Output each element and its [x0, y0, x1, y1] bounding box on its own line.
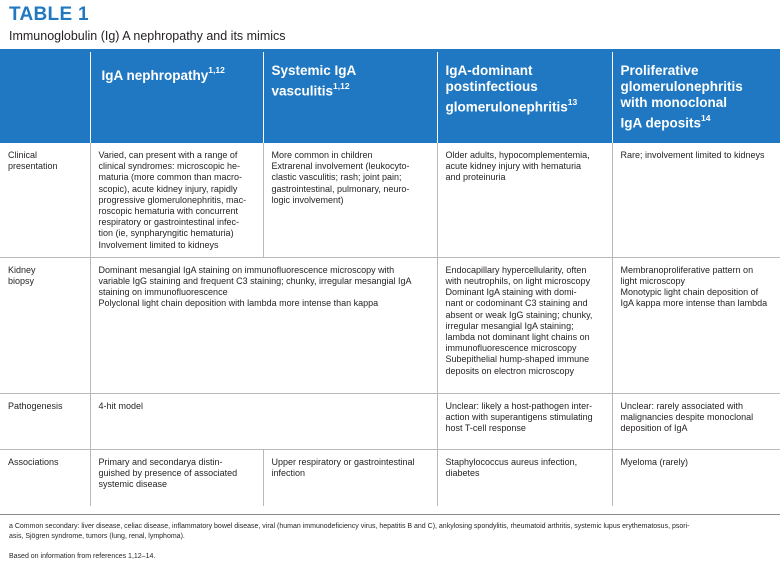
- cell-systemic-vasculitis: Upper respiratory or gastrointestinal infection: [263, 449, 437, 506]
- source-note: Based on information from references 1,12–14.: [9, 553, 156, 560]
- cell-monoclonal: Membranoproliferative pattern on light microscopy Monotypic light chain deposition of IgA kappa more intense than lambda: [612, 257, 780, 393]
- column-header-monoclonal-iga-gn: [612, 52, 780, 143]
- cell-iga-nephropathy: Primary and secondarya distin- guished by presence of associated systemic disease: [90, 449, 263, 506]
- cell-postinfectious: Endocapillary hypercellularity, often with neutrophils, on light microscopy Dominant IgA staining with domi- nant or codominant C3 staining and absent or weak IgG staining; chunky, irregular mesangial IgA staining; lambda not dominant light chains on immunofluorescence microscopy Subepithelial hump-shaped immune deposits on electron microscopy: [437, 257, 612, 393]
- column-name: IgA nephropathy: [101, 67, 209, 83]
- table-label: TABLE 1: [9, 4, 89, 25]
- cell-monoclonal: Rare; involvement limited to kidneys: [612, 143, 780, 257]
- comparison-table: [0, 52, 780, 506]
- row-clinical-presentation: [0, 143, 780, 257]
- row-label: Associations: [0, 449, 90, 506]
- cell-systemic-vasculitis: More common in children Extrarenal involvement (leukocyto- clastic vasculitis; rash; joint pain; gastrointestinal, pulmonary, neuro- logic involvement): [263, 143, 437, 257]
- column-refs: 1,12: [208, 65, 225, 75]
- header-row: [0, 52, 780, 143]
- row-associations: [0, 449, 780, 506]
- cell-postinfectious: Unclear: likely a host-pathogen inter- action with superantigens stimulating host T-cell response: [437, 393, 612, 449]
- table-title: Immunoglobulin (Ig) A nephropathy and its mimics: [9, 29, 286, 43]
- column-header-systemic-iga-vasculitis: [263, 52, 437, 143]
- cell-iga-shared: 4-hit model: [90, 393, 437, 449]
- column-name: IgA-dominant postinfectious glomerulonephritis: [445, 63, 568, 115]
- column-name: Proliferative glomerulonephritis with monoclonal IgA deposits: [620, 63, 743, 131]
- row-label: Pathogenesis: [0, 393, 90, 449]
- row-kidney-biopsy: [0, 257, 780, 393]
- cell-iga-nephropathy: Varied, can present with a range of clinical syndromes: microscopic he- maturia (more common than macro- scopic), acute kidney injury, rapidly progressive glomerulonephritis, mac- roscopic hematuria with concurrent respiratory or gastrointestinal infec- tion (ie, synpharyngitic hematuria) Involvement limited to kidneys: [90, 143, 263, 257]
- column-name: Systemic IgA vasculitis: [271, 63, 357, 99]
- row-pathogenesis: [0, 393, 780, 449]
- column-refs: 1,12: [333, 81, 350, 91]
- row-label: Clinical presentation: [8, 150, 58, 172]
- column-header-iga-nephropathy: [90, 52, 263, 143]
- column-refs: 13: [567, 97, 578, 107]
- cell-monoclonal: Unclear: rarely associated with malignancies despite monoclonal deposition of IgA: [612, 393, 780, 449]
- cell-postinfectious: Staphylococcus aureus infection, diabetes: [437, 449, 612, 506]
- cell-postinfectious: Older adults, hypocomplementemia, acute kidney injury with hematuria and proteinuria: [437, 143, 612, 257]
- column-refs: 14: [701, 113, 711, 123]
- cell-iga-shared: Dominant mesangial IgA staining on immunofluorescence microscopy with variable IgG staining and frequent C3 staining; chunky, irregular mesangial IgA staining on immunofluorescence Polyclonal light chain deposition with lambda more intense than kappa: [90, 257, 437, 393]
- footnote: a Common secondary: liver disease, celiac disease, inflammatory bowel disease, viral (human immunodeficiency virus, hepatitis B and C), ankylosing spondylitis, rheumatoid arthritis, systemic lupus erythematosus, psori- asis, Sjögren syndrome, tumors (lung, renal, lymphoma).: [9, 523, 690, 540]
- cell-monoclonal: Myeloma (rarely): [612, 449, 780, 506]
- column-header-postinfectious-gn: [437, 52, 612, 143]
- table-bottom-rule: [0, 514, 780, 515]
- row-label: Kidney biopsy: [0, 257, 90, 393]
- header-corner: [0, 52, 90, 143]
